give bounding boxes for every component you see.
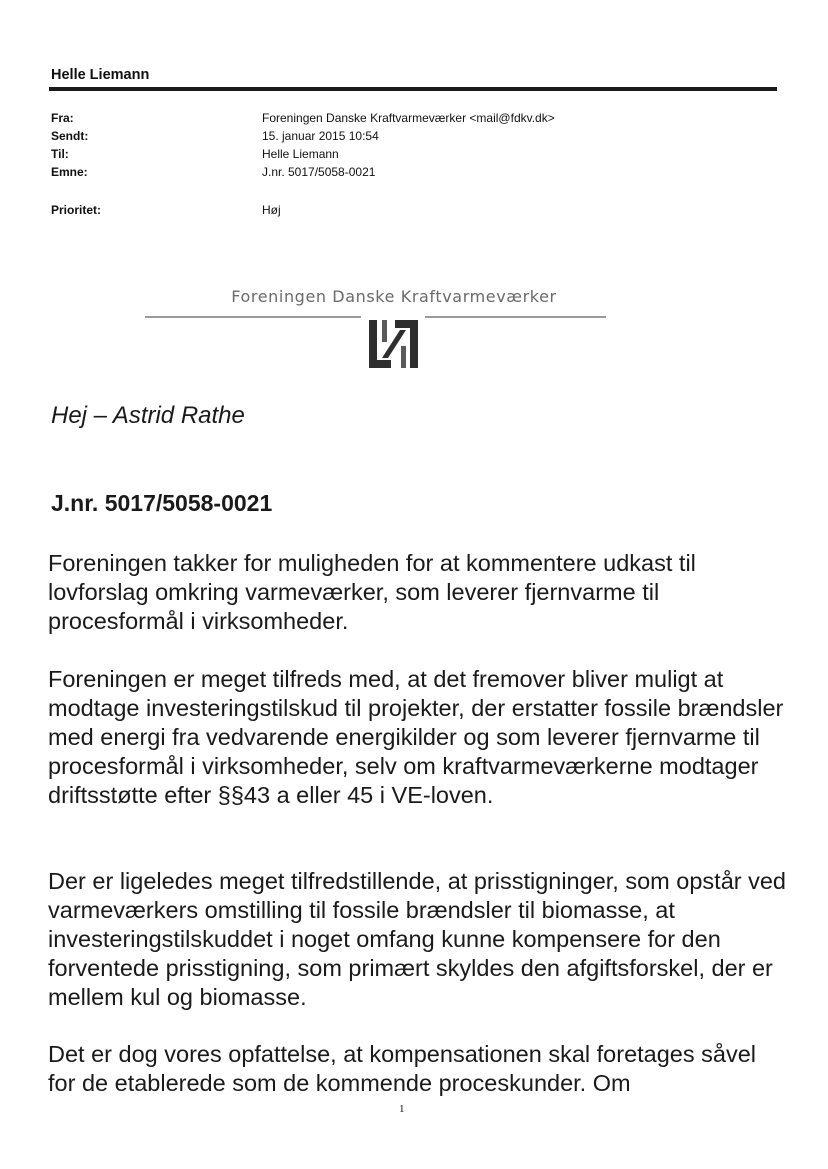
to-label: Til:: [51, 147, 69, 161]
reference-heading: J.nr. 5017/5058-0021: [51, 490, 273, 516]
subject-label: Emne:: [51, 165, 88, 179]
paragraph-2: Foreningen er meget tilfreds med, at det fremover bliver muligt at modtage investeringstilskud til projekter, der erstatter fossile brændsler med energi fra vedvarende energikilder og som leverer fjernvarme til procesformål i virksomheder, selv om kraftvarmeværkerne modtager driftsstøtte efter §§43 a eller 45 i VE-loven.: [48, 666, 784, 808]
to-value: Helle Liemann: [262, 147, 339, 161]
sent-value: 15. januar 2015 10:54: [262, 129, 379, 143]
fdkv-logo-icon: [368, 318, 420, 375]
sent-label: Sendt:: [51, 129, 89, 143]
logo-line-right: [425, 316, 606, 318]
greeting: Hej – Astrid Rathe: [51, 402, 245, 429]
from-label: Fra:: [51, 111, 74, 125]
from-value: Foreningen Danske Kraftvarmeværker <mail@fdkv.dk>: [262, 111, 555, 125]
paragraph-3: Der er ligeledes meget tilfredstillende, at prisstigninger, som opstår ved varmeværkers omstilling til fossile brændsler til biomasse, at investeringstilskuddet i noget omfang kunne kompensere for den forventede prisstigning, som primært skyldes den afgiftsforskel, der er mellem kul og biomasse.: [48, 868, 787, 1010]
priority-value: Høj: [262, 203, 281, 217]
paragraph-1: Foreningen takker for muligheden for at kommentere udkast til lovforslag omkring varmeværker, som leverer fjernvarme til procesformål i virksomheder.: [48, 550, 696, 634]
subject-value: J.nr. 5017/5058-0021: [262, 165, 376, 179]
logo-line-left: [145, 316, 361, 318]
header-rule: [49, 87, 777, 91]
paragraph-4: Det er dog vores opfattelse, at kompensationen skal foretages såvel for de etablerede som de kommende proceskunder. Om: [48, 1041, 757, 1096]
sender-name: Helle Liemann: [51, 67, 150, 83]
priority-label: Prioritet:: [51, 203, 102, 217]
page-number: 1: [399, 1103, 405, 1115]
organization-logo-text: Foreningen Danske Kraftvarmeværker: [231, 287, 557, 306]
